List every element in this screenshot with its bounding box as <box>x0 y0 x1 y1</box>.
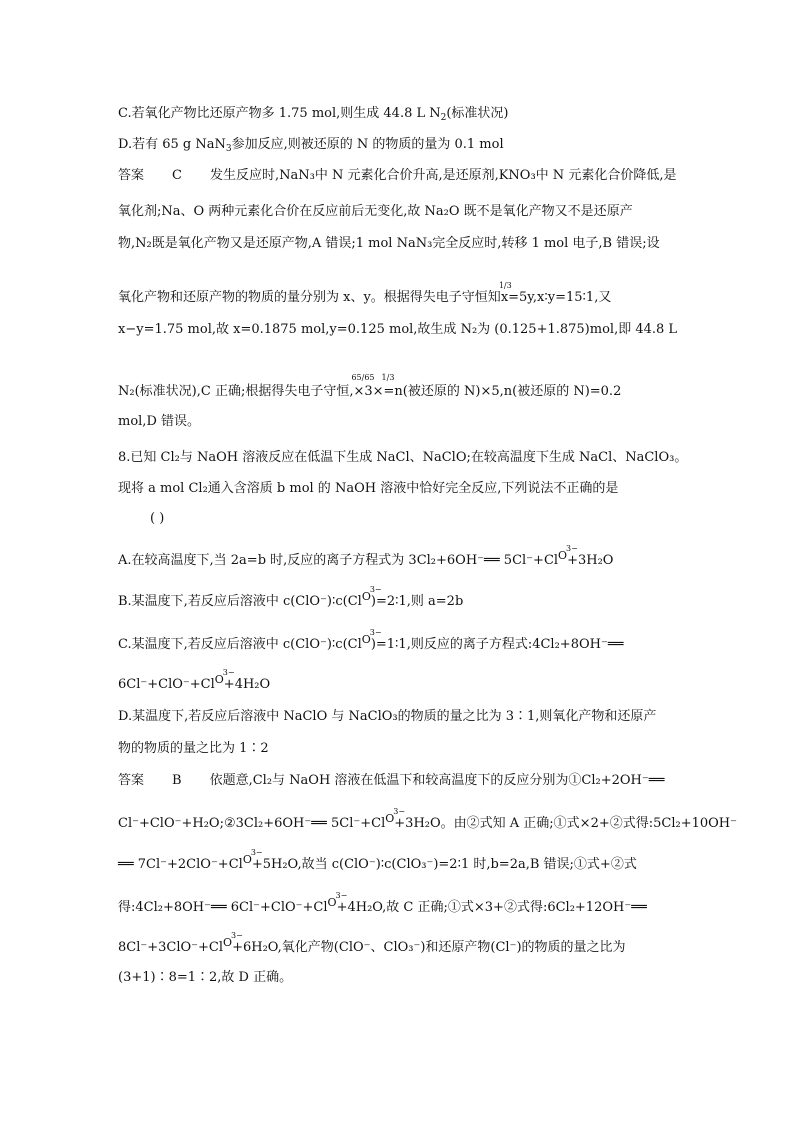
answer-7-line-5: x−y=1.75 mol,故 x=0.1875 mol,y=0.125 mol,故生成 N₂为 (0.125+1.875)mol,即 44.8 L <box>118 322 678 337</box>
option-c-line: C.若氧化产物比还原产物多 1.75 mol,则生成 44.8 L $N_2$(标准状况) <box>118 106 509 123</box>
option-d2-line-1: D.某温度下,若反应后溶液中 NaClO 与 NaClO₃的物质的量之比为 3∶1,则氧化产物和还原产 <box>118 709 657 724</box>
option-a-line: A.在较高温度下,当 2a=b 时,反应的离子方程式为 3Cl₂+6OH⁻══ 5Cl⁻+ClO 3− +3H₂O <box>118 544 614 568</box>
answer-blank: ( ) <box>150 511 165 526</box>
answer-choice: C <box>172 168 182 183</box>
question-8-stem-2: 现将 a mol Cl₂通入含溶质 b mol 的 NaOH 溶液中恰好完全反应,下列说法不正确的是 <box>118 481 619 496</box>
answer-7-line-2: 氧化剂;Na、O 两种元素化合价在反应前后无变化,故 Na₂O 既不是氧化产物又不是还原产 <box>118 204 633 219</box>
option-b-line: B.某温度下,若反应后溶液中 c(ClO⁻)∶c(ClO 3− )=2∶1,则 a=2b <box>118 585 464 609</box>
answer-label-8: 答案 <box>118 773 145 788</box>
answer-8-line-1: 答案 B 依题意,Cl₂与 NaOH 溶液在低温下和较高温度下的反应分别为①Cl₂+2OH⁻══ <box>118 773 665 788</box>
answer-7-line-7: mol,D 错误。 <box>118 414 200 429</box>
answer-7-line-3: 物,N₂既是氧化产物又是还原产物,A 错误;1 mol NaN₃完全反应时,转移 1 mol 电子,B 错误;设 <box>118 236 660 251</box>
answer-8-line-3: ══ 7Cl⁻+2ClO⁻+ClO 3− +5H₂O,故当 c(ClO⁻)∶c(ClO₃⁻)=2∶1 时,b=2a,B 错误;①式+②式 <box>118 848 637 872</box>
answer-8-line-6: (3+1)∶8=1∶2,故 D 正确。 <box>118 970 293 985</box>
answer-8-line-2: Cl⁻+ClO⁻+H₂O;②3Cl₂+6OH⁻══ 5Cl⁻+ClO 3− +3H₂O。由②式知 A 正确;①式×2+②式得:5Cl₂+10OH⁻ <box>118 807 737 831</box>
answer-choice-8: B <box>172 773 182 788</box>
answer-label: 答案 <box>118 168 145 183</box>
option-d-line: D.若有 65 g NaN$_3$参加反应,则被还原的 N 的物质的量为 0.1 mol <box>118 137 504 154</box>
answer-8-line-5: 8Cl⁻+3ClO⁻+ClO 3− +6H₂O,氧化产物(ClO⁻、ClO₃⁻)和还原产物(Cl⁻)的物质的量之比为 <box>118 931 626 955</box>
answer-8-line-4: 得:4Cl₂+8OH⁻══ 6Cl⁻+ClO⁻+ClO 3− +4H₂O,故 C 正确;①式×3+②式得:6Cl₂+12OH⁻══ <box>118 891 647 915</box>
answer-7-line-6: N₂(标准状况),C 正确;根据得失电子守恒, 65/65 ×3× 1/3 =n(被还原的 N)×5,n(被还原的 N)=0.2 <box>118 373 622 399</box>
option-c2-line-2: 6Cl⁻+ClO⁻+ClO 3− +4H₂O <box>118 668 271 692</box>
answer-7-line-1: 答案 C 发生反应时,NaN₃中 N 元素化合价升高,是还原剂,KNO₃中 N 元素化合价降低,是 <box>118 168 677 183</box>
question-8-stem-1: 8.已知 Cl₂与 NaOH 溶液反应在低温下生成 NaCl、NaClO;在较高温度下生成 NaCl、NaClO₃。 <box>118 450 688 465</box>
answer-7-line-4: 氧化产物和还原产物的物质的量分别为 x、y。根据得失电子守恒知 1/3 x=5y,x∶y=15∶1,又 <box>118 281 612 305</box>
option-c2-line-1: C.某温度下,若反应后溶液中 c(ClO⁻)∶c(ClO 3− )=1∶1,则反应的离子方程式:4Cl₂+8OH⁻══ <box>118 628 624 652</box>
option-d2-line-2: 物的物质的量之比为 1∶2 <box>118 741 269 756</box>
